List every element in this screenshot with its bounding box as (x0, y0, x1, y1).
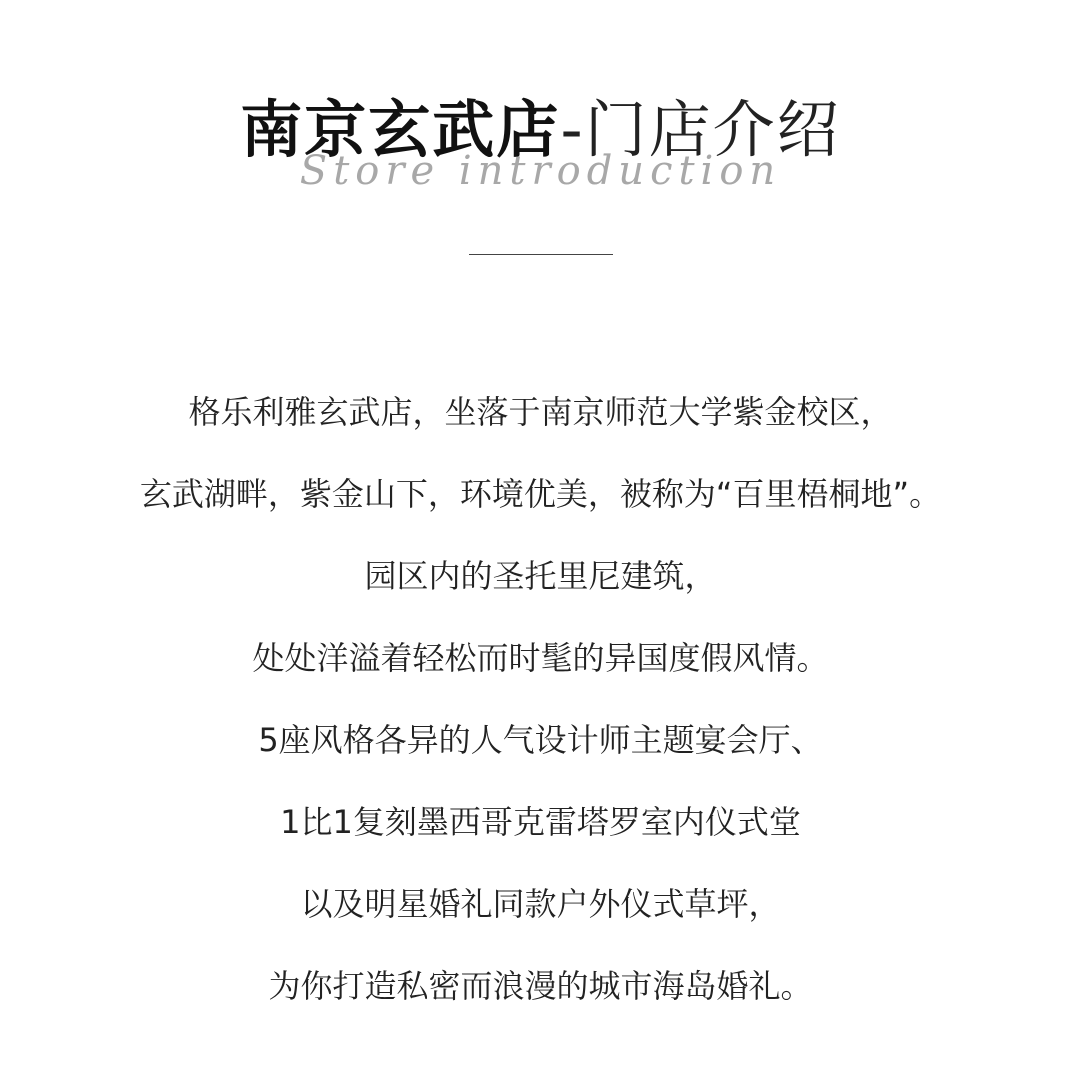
description-line: 1比1复刻墨西哥克雷塔罗室内仪式堂 (280, 803, 801, 841)
description-line: 为你打造私密而浪漫的城市海岛婚礼。 (268, 967, 813, 1005)
description-line: 处处洋溢着轻松而时髦的异国度假风情。 (252, 639, 829, 677)
description-line: 园区内的圣托里尼建筑， (364, 557, 717, 595)
description-line: 以及明星婚礼同款户外仪式草坪， (300, 885, 781, 923)
description-line: 5座风格各异的人气设计师主题宴会厅、 (258, 721, 823, 759)
description-line: 格乐利雅玄武店，坐落于南京师范大学紫金校区， (188, 393, 893, 431)
description-line: 玄武湖畔，紫金山下，环境优美，被称为“百里梧桐地”。 (139, 475, 942, 513)
title-divider (469, 254, 613, 255)
store-description (0, 380, 1081, 1036)
page-subtitle-script: Store introduction (299, 148, 782, 194)
page-title-store-name: 南京玄武店 (240, 93, 561, 166)
page-title-section: -门店介绍 (560, 93, 841, 166)
